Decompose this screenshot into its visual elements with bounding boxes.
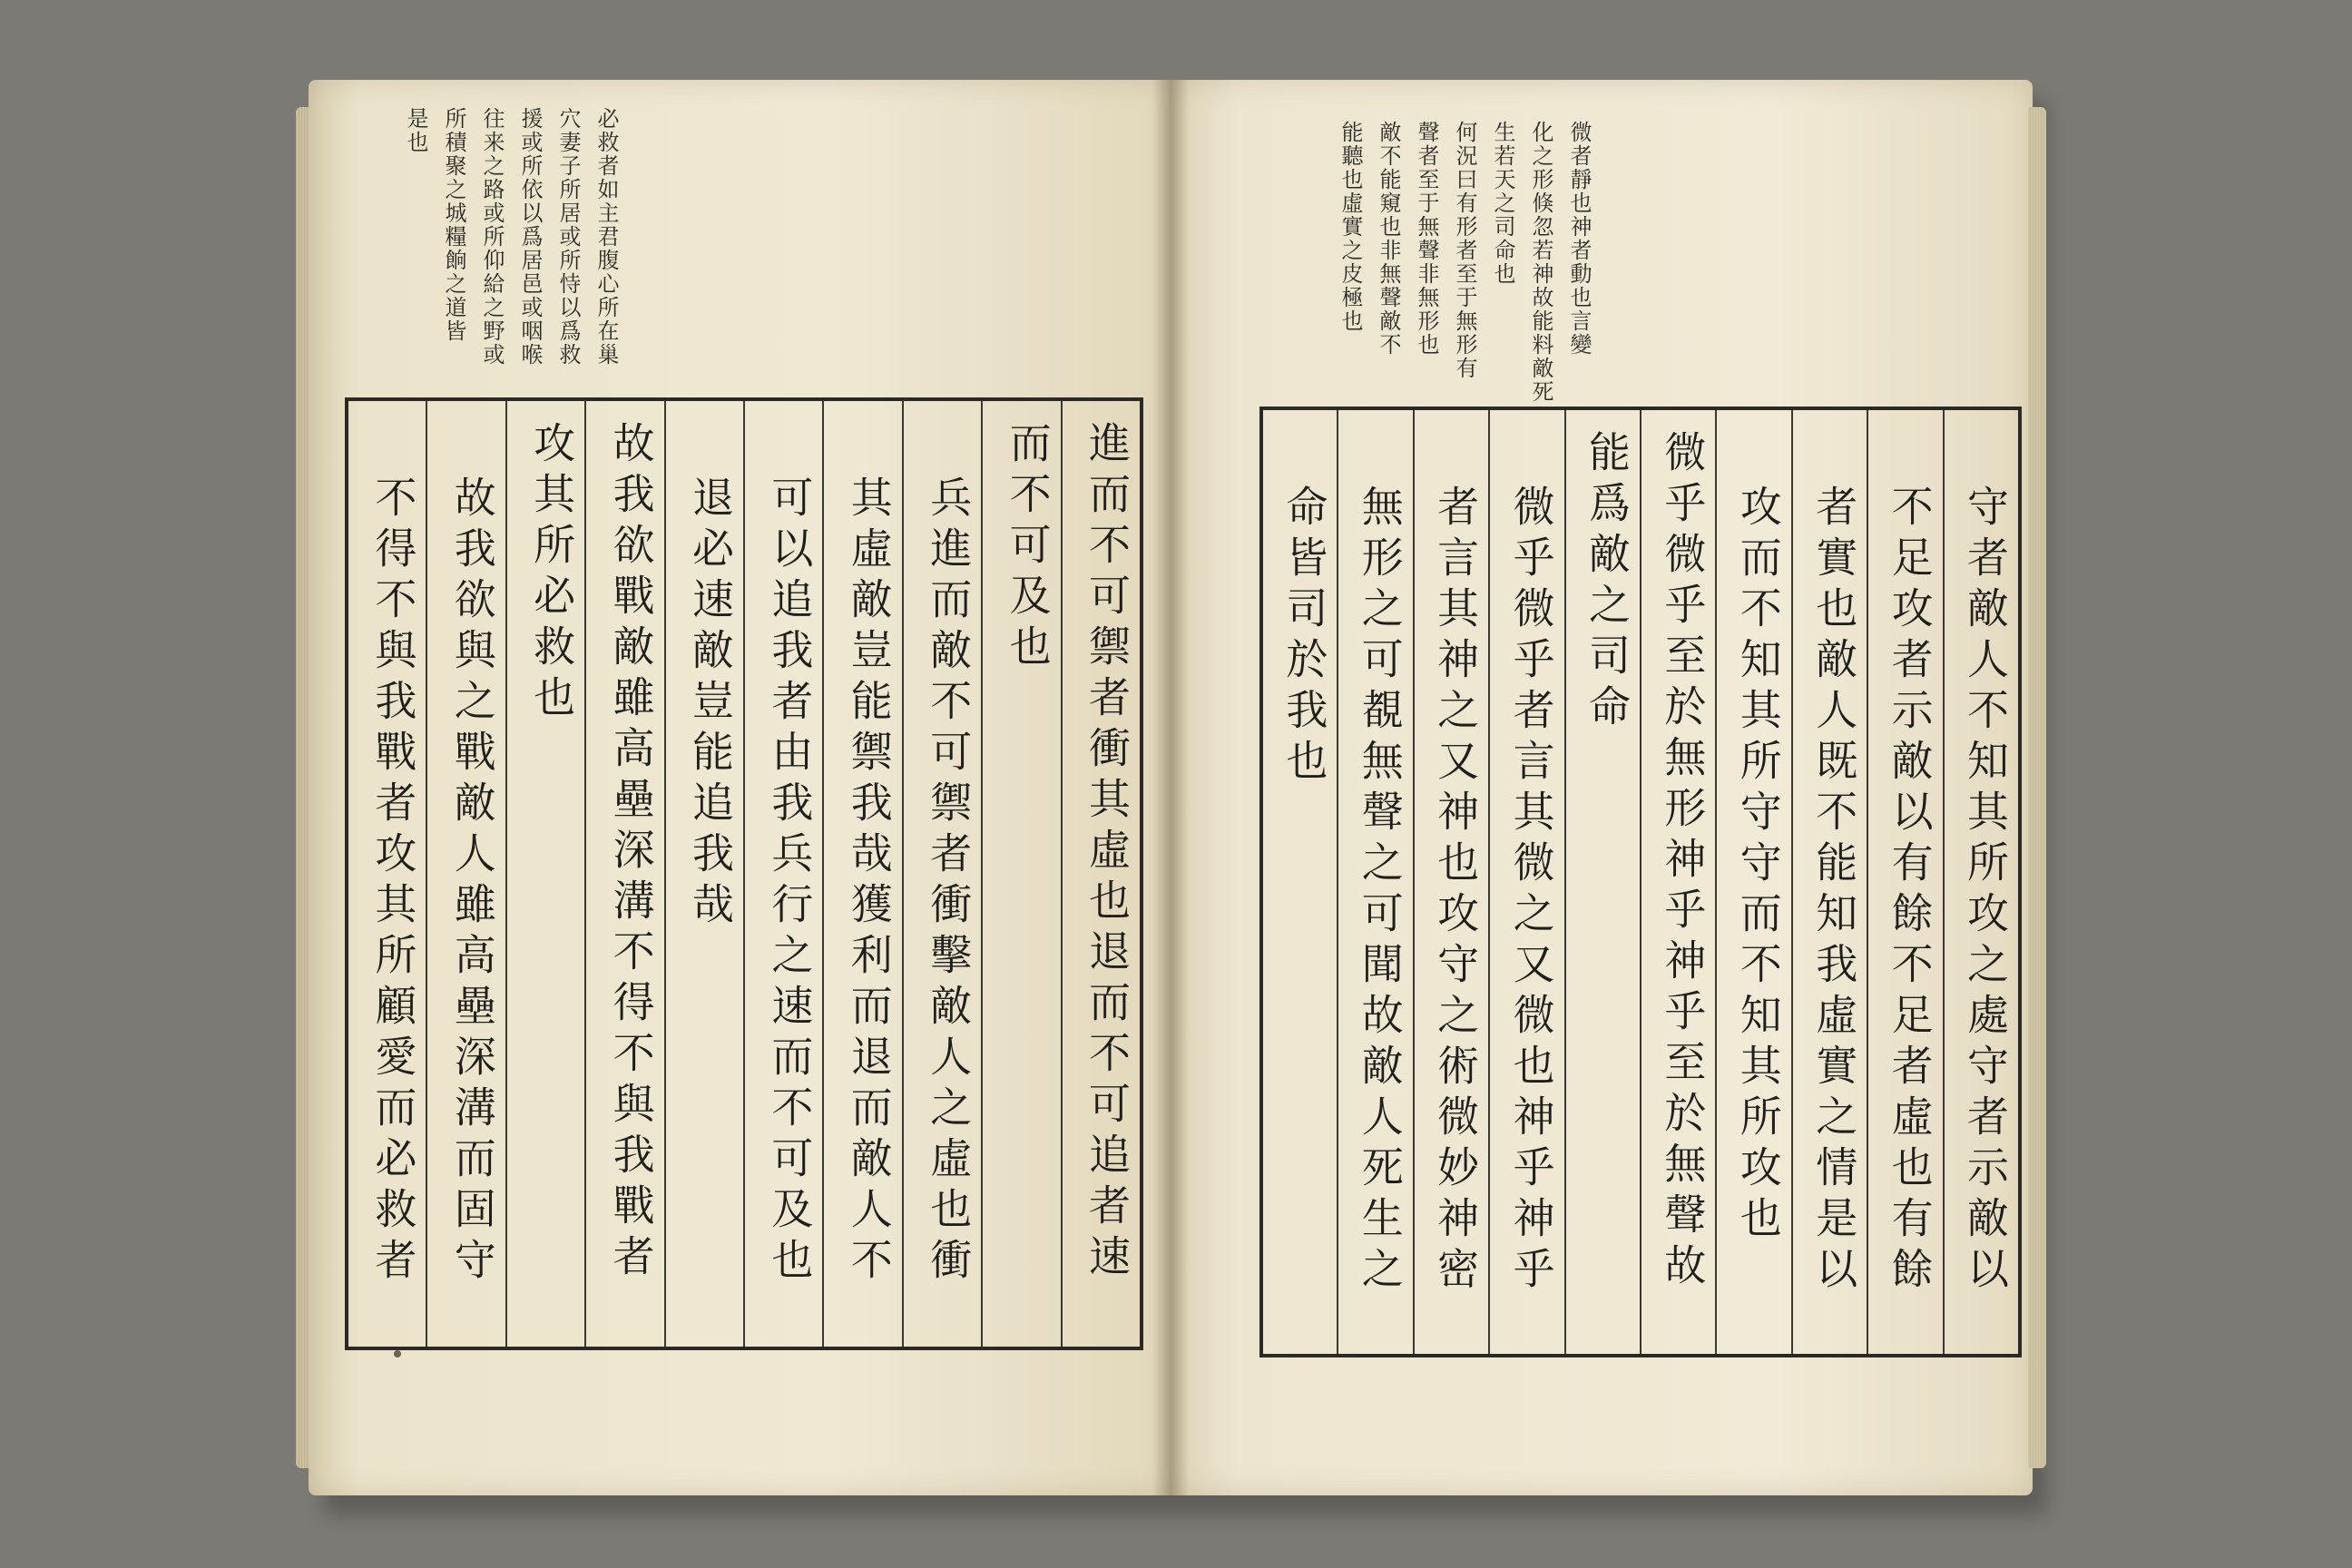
commentary-line: 穴妻子所居或所恃以爲救 bbox=[555, 107, 581, 367]
text-column: 進而不可禦者衝其虛也退而不可追者速 bbox=[1061, 401, 1140, 1347]
commentary-line: 生若天之司命也 bbox=[1490, 121, 1515, 286]
right-page-edge bbox=[2028, 107, 2046, 1468]
book-gutter bbox=[1152, 80, 1189, 1495]
text-column: 者言其神之又神也攻守之術微妙神密 bbox=[1413, 410, 1488, 1354]
commentary-line: 往来之路或所仰給之野或 bbox=[479, 107, 505, 367]
text-column: 不得不與我戰者攻其所顧愛而必救者 bbox=[368, 475, 418, 1289]
text-column: 無形之可覩無聲之可聞故敵人死生之 bbox=[1337, 410, 1412, 1354]
commentary-line: 能聽也虛實之皮極也 bbox=[1338, 121, 1363, 333]
text-column: 退必速敵豈能追我哉 bbox=[664, 401, 743, 1347]
left-text-frame bbox=[345, 397, 1143, 1350]
text-column: 故我欲與之戰敵人雖高壘深溝而固守 bbox=[426, 401, 505, 1347]
text-column: 故我欲戰敵雖高壘深溝不得不與我戰者 bbox=[584, 401, 663, 1347]
commentary-line: 援或所依以爲居邑或咽喉 bbox=[517, 107, 543, 367]
open-book bbox=[309, 80, 2033, 1495]
left-page bbox=[309, 80, 1171, 1495]
text-column: 者實也敵人既不能知我虛實之情是以 bbox=[1791, 410, 1867, 1354]
text-column: 而不可及也 bbox=[981, 401, 1060, 1347]
commentary-line: 敵不能窺也非無聲敵不 bbox=[1376, 121, 1401, 357]
commentary-line: 所積聚之城糧餉之道皆 bbox=[441, 107, 466, 343]
text-column: 微乎微乎者言其微之又微也神乎神乎 bbox=[1488, 410, 1563, 1354]
text-column: 守者敵人不知其所攻之處守者示敵以 bbox=[1943, 410, 2018, 1354]
commentary-line: 聲者至于無聲非無形也 bbox=[1414, 121, 1439, 357]
commentary-line: 是也 bbox=[403, 107, 428, 154]
left-text-columns bbox=[348, 401, 1140, 1347]
text-column: 兵進而敵不可禦者衝擊敵人之虛也衝 bbox=[902, 401, 981, 1347]
text-column: 可以追我者由我兵行之速而不可及也 bbox=[743, 401, 822, 1347]
text-column: 不足攻者示敵以有餘不足者虛也有餘 bbox=[1867, 410, 1942, 1354]
text-column: 微乎微乎至於無形神乎神乎至於無聲故 bbox=[1640, 410, 1715, 1354]
right-page bbox=[1171, 80, 2033, 1495]
right-text-frame bbox=[1259, 407, 2022, 1357]
text-column: 其虛敵豈能禦我哉獲利而退而敵人不 bbox=[822, 401, 901, 1347]
binding-hole bbox=[394, 1350, 401, 1357]
commentary-line: 微者靜也神者動也言變 bbox=[1566, 121, 1592, 357]
commentary-line: 化之形倏忽若神故能料敵死 bbox=[1528, 121, 1553, 404]
text-column: 攻而不知其所守守而不知其所攻也 bbox=[1715, 410, 1790, 1354]
right-text-columns bbox=[1263, 410, 2018, 1354]
commentary-line: 何況曰有形者至于無形有 bbox=[1452, 121, 1477, 380]
commentary-line: 必救者如主君腹心所在巢 bbox=[593, 107, 619, 367]
text-column: 攻其所必救也 bbox=[505, 401, 584, 1347]
text-column: 能爲敵之司命 bbox=[1564, 410, 1640, 1354]
text-column: 命皆司於我也 bbox=[1279, 485, 1329, 789]
